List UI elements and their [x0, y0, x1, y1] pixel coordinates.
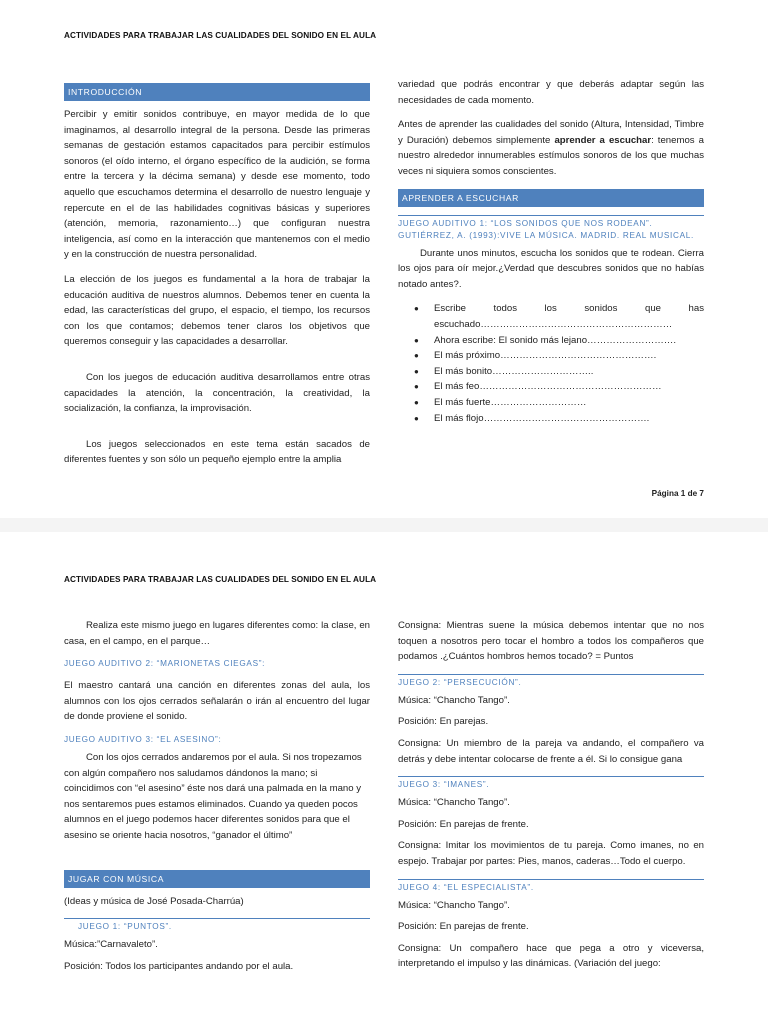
game-title: JUEGO AUDITIVO 1: “LOS SONIDOS QUE NOS RODEAN”. GUTIÉRREZ, A. (1993):VIVE LA MÚSICA. MADRID. REAL MUSICAL. — [398, 215, 704, 242]
paragraph — [398, 117, 704, 179]
game-title: JUEGO 3: “IMANES”. — [398, 776, 704, 791]
running-head: ACTIVIDADES PARA TRABAJAR LAS CUALIDADES DEL SONIDO EN EL AULA — [64, 575, 377, 584]
paragraph: Música: “Chancho Tango”. — [398, 694, 510, 706]
paragraph: Posición: En parejas de frente. — [398, 818, 529, 830]
left-column — [64, 83, 370, 477]
list-item: ● Ahora escribe: El sonido más lejano………………………. — [414, 333, 704, 349]
game-title: JUEGO 1: “PUNTOS”. — [64, 918, 370, 933]
paragraph: Música: “Chancho Tango”. — [398, 899, 510, 911]
section-title-introduccion: INTRODUCCIÓN — [64, 83, 370, 101]
paragraph: Realiza este mismo juego en lugares diferentes como: la clase, en casa, en el campo, en el parque… — [64, 620, 370, 647]
paragraph: (Ideas y música de José Posada-Charrúa) — [64, 895, 244, 907]
bullet-list — [398, 301, 704, 426]
game-title: JUEGO AUDITIVO 2: “MARIONETAS CIEGAS”: — [64, 659, 266, 669]
section-title-jugar-con-musica: JUGAR CON MÚSICA — [64, 870, 370, 888]
list-item: ● El más próximo…………………………………………. — [414, 348, 704, 364]
paragraph: Música:”Carnavaleto”. — [64, 939, 158, 951]
paragraph: Consigna: Imitar los movimientos de tu pareja. Como imanes, no en espejo. Trabajar por partes: Pies, manos, caderas…Todo el cuerpo. — [398, 840, 704, 867]
paragraph: Posición: En parejas. — [398, 716, 489, 728]
document-page-2 — [0, 532, 768, 1024]
paragraph: Los juegos seleccionados en este tema están sacados de diferentes fuentes y son sólo un pequeño ejemplo entre la amplia — [64, 438, 370, 466]
list-item: ● El más fuerte………………………… — [414, 395, 704, 411]
paragraph: Percibir y emitir sonidos contribuye, en mayor medida de lo que imaginamos, al desarrollo integral de la persona. Desde las primeras semanas de gestación estamos capacitados para percibir estímulos sonoros (el oído interno, el órgano específico de la audición, se forma entre la tercera y la décima semana) y desde ese momento, todo aquello que escuchamos determina el desarrollo de nuestro lenguaje y repercute en el de las habilidades cognitivas básicas y superiores (atención, memoria, razonamiento…) que configuran nuestra inteligencia, así como en la interacción que mantenemos con el medio y en la construcción de nuestra personalidad. — [64, 109, 370, 261]
emphasis-text: aprender a escuchar — [554, 134, 652, 146]
paragraph: El maestro cantará una canción en diferentes zonas del aula, los alumnos con los ojos cerrados señalarán o irán al encuentro del lugar de donde proviene el sonido. — [64, 680, 370, 723]
text-span: : tenemos a nuestro alrededor innumerables estímulos sonoros de los que muchas veces ni siquiera somos conscientes. — [398, 134, 704, 177]
left-column — [64, 618, 370, 983]
page-number: Página 1 de 7 — [651, 489, 704, 498]
paragraph: La elección de los juegos es fundamental a la hora de trabajar la educación auditiva de nuestros alumnos. Debemos tener en cuenta la edad, las características del grupo, el espacio, el tiempo, los recursos con los que contamos; debemos tener claros los objetivos que queremos conseguir y las capacidades a desarrollar. — [64, 273, 370, 348]
right-column — [398, 618, 704, 981]
paragraph: Consigna: Un compañero hace que pega a otro y viceversa, interpretando el impulso y las dinámicas. (Variación del juego: — [398, 942, 704, 970]
paragraph: Posición: En parejas de frente. — [398, 921, 529, 933]
list-item: ● El más feo………………………………………………… — [414, 379, 704, 395]
paragraph: variedad que podrás encontrar y que deberás adaptar según las necesidades de cada momento. — [398, 79, 704, 106]
paragraph: Consigna: Un miembro de la pareja va andando, el compañero va detrás y debe intentar colocarse de frente a él. Si lo consigue gana — [398, 737, 704, 765]
paragraph: Música: “Chancho Tango”. — [398, 797, 510, 809]
game-title: JUEGO AUDITIVO 3: “EL ASESINO”: — [64, 734, 222, 744]
list-item: ● El más bonito………………………….. — [414, 364, 704, 380]
paragraph: Con los juegos de educación auditiva desarrollamos entre otras capacidades la atención, la concentración, la creatividad, la socialización, la confianza, la improvisación. — [64, 371, 370, 415]
right-column — [398, 77, 704, 426]
section-title-aprender-a-escuchar: APRENDER A ESCUCHAR — [398, 189, 704, 207]
paragraph: Posición: Todos los participantes andando por el aula. — [64, 960, 294, 972]
game-title: JUEGO 4: “EL ESPECIALISTA”. — [398, 879, 704, 894]
paragraph: Durante unos minutos, escucha los sonidos que te rodean. Cierra los ojos para oír mejor.¿Verdad que descubres sonidos que no habías notado antes?. — [398, 247, 704, 290]
running-head: ACTIVIDADES PARA TRABAJAR LAS CUALIDADES DEL SONIDO EN EL AULA — [64, 31, 377, 40]
paragraph: Con los ojos cerrados andaremos por el aula. Si nos tropezamos con algún compañero nos saludamos dándonos la mano; si coincidimos con “el asesino” éste nos dará una palmada en la mano y nos sentaremos pues estamos eliminados. Cuando ya queden pocos alumnos en el juego podemos hacer diferentes sonidos para que el asesino se oriente hacia nosotros, “ganador el último” — [64, 751, 362, 841]
text-span: Antes de aprender las cualidades del sonido (Altura, Intensidad, Timbre y Duración) debemos simplemente — [398, 119, 704, 146]
game-title: JUEGO 2: “PERSECUCIÓN”. — [398, 674, 704, 689]
list-item: ● Escribe todos los sonidos que has escuchado…………………………………………………… — [414, 301, 704, 332]
list-item: ● El más flojo……………………………………………. — [414, 411, 704, 427]
paragraph: Consigna: Mientras suene la música debemos intentar que no nos toquen a nosotros pero tocar el hombro a todos los compañeros que podamos .¿Cuántos hombros hemos tocado? = Puntos — [398, 620, 704, 663]
